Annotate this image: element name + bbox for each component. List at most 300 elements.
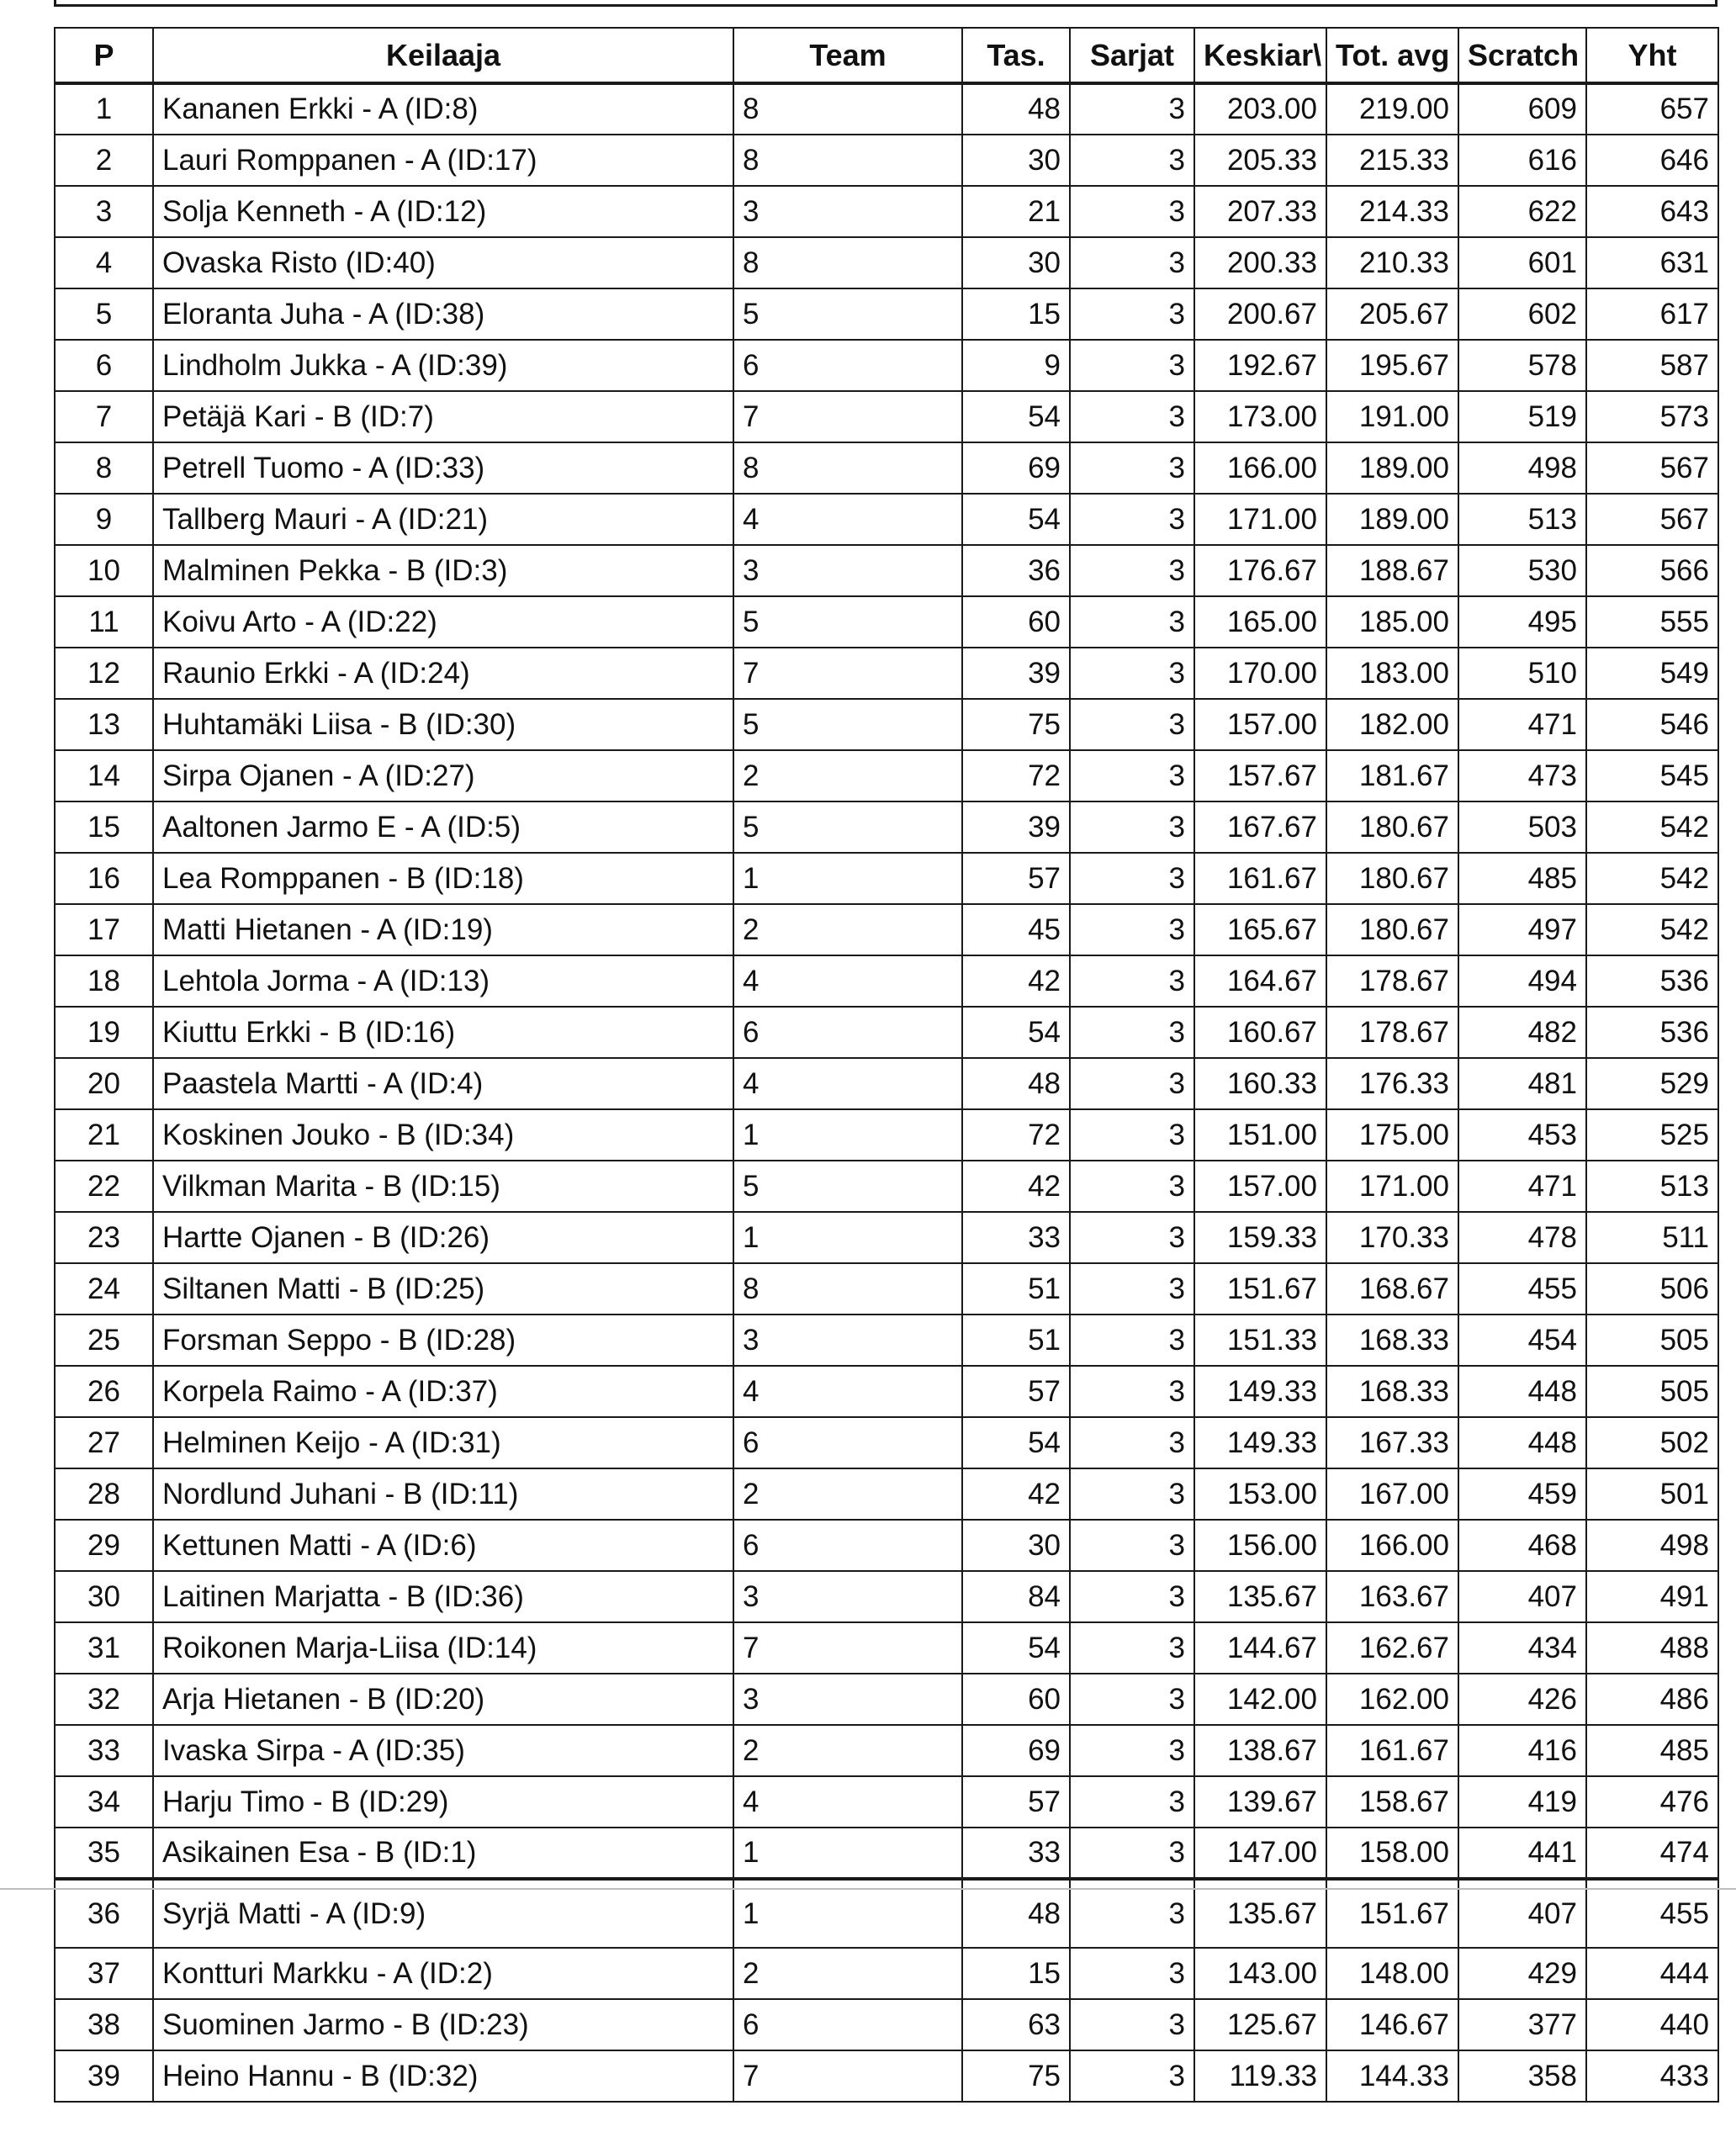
sarjat-cell: 3 <box>1070 648 1194 699</box>
yht-cell: 485 <box>1586 1725 1718 1776</box>
scratch-cell: 578 <box>1458 340 1586 391</box>
position-cell: 22 <box>55 1161 153 1212</box>
tas-cell: 48 <box>962 1879 1070 1948</box>
bowler-name-cell: Kiuttu Erkki - B (ID:16) <box>153 1007 733 1058</box>
yht-cell: 546 <box>1586 699 1718 750</box>
team-cell: 8 <box>733 442 962 494</box>
tas-cell: 39 <box>962 801 1070 853</box>
tas-cell: 51 <box>962 1315 1070 1366</box>
header-yht: Yht <box>1586 28 1718 83</box>
yht-cell: 491 <box>1586 1571 1718 1622</box>
sarjat-cell: 3 <box>1070 1776 1194 1828</box>
bowler-name-cell: Petrell Tuomo - A (ID:33) <box>153 442 733 494</box>
yht-cell: 536 <box>1586 955 1718 1007</box>
tot-avg-cell: 189.00 <box>1326 442 1458 494</box>
yht-cell: 511 <box>1586 1212 1718 1263</box>
sarjat-cell: 3 <box>1070 1007 1194 1058</box>
sarjat-cell: 3 <box>1070 801 1194 853</box>
table-row <box>55 801 1718 853</box>
table-row <box>55 494 1718 545</box>
team-cell: 8 <box>733 83 962 135</box>
position-cell: 19 <box>55 1007 153 1058</box>
bowler-name-cell: Laitinen Marjatta - B (ID:36) <box>153 1571 733 1622</box>
tot-avg-cell: 182.00 <box>1326 699 1458 750</box>
position-cell: 28 <box>55 1468 153 1520</box>
keskiarvo-cell: 161.67 <box>1194 853 1326 904</box>
yht-cell: 505 <box>1586 1366 1718 1417</box>
keskiarvo-cell: 167.67 <box>1194 801 1326 853</box>
header-p: P <box>55 28 153 83</box>
tot-avg-cell: 168.33 <box>1326 1315 1458 1366</box>
tot-avg-cell: 176.33 <box>1326 1058 1458 1109</box>
position-cell: 26 <box>55 1366 153 1417</box>
tot-avg-cell: 175.00 <box>1326 1109 1458 1161</box>
position-cell: 24 <box>55 1263 153 1315</box>
team-cell: 2 <box>733 1725 962 1776</box>
scratch-cell: 482 <box>1458 1007 1586 1058</box>
yht-cell: 567 <box>1586 442 1718 494</box>
bowler-name-cell: Syrjä Matti - A (ID:9) <box>153 1879 733 1948</box>
tot-avg-cell: 178.67 <box>1326 1007 1458 1058</box>
position-cell: 27 <box>55 1417 153 1468</box>
scratch-cell: 407 <box>1458 1879 1586 1948</box>
position-cell: 12 <box>55 648 153 699</box>
team-cell: 1 <box>733 1109 962 1161</box>
keskiarvo-cell: 200.33 <box>1194 237 1326 288</box>
tas-cell: 54 <box>962 1007 1070 1058</box>
position-cell: 9 <box>55 494 153 545</box>
tot-avg-cell: 178.67 <box>1326 955 1458 1007</box>
sarjat-cell: 3 <box>1070 750 1194 801</box>
sarjat-cell: 3 <box>1070 1468 1194 1520</box>
scratch-cell: 530 <box>1458 545 1586 596</box>
tot-avg-cell: 158.00 <box>1326 1828 1458 1879</box>
tot-avg-cell: 162.67 <box>1326 1622 1458 1674</box>
team-cell: 5 <box>733 801 962 853</box>
bowler-name-cell: Lehtola Jorma - A (ID:13) <box>153 955 733 1007</box>
table-row <box>55 1571 1718 1622</box>
scratch-cell: 416 <box>1458 1725 1586 1776</box>
sarjat-cell: 3 <box>1070 442 1194 494</box>
sarjat-cell: 3 <box>1070 955 1194 1007</box>
keskiarvo-cell: 157.00 <box>1194 699 1326 750</box>
scratch-cell: 468 <box>1458 1520 1586 1571</box>
bowler-name-cell: Ivaska Sirpa - A (ID:35) <box>153 1725 733 1776</box>
yht-cell: 488 <box>1586 1622 1718 1674</box>
position-cell: 15 <box>55 801 153 853</box>
table-row <box>55 750 1718 801</box>
tas-cell: 63 <box>962 1999 1070 2050</box>
tas-cell: 54 <box>962 1417 1070 1468</box>
tas-cell: 39 <box>962 648 1070 699</box>
yht-cell: 542 <box>1586 853 1718 904</box>
table-row <box>55 853 1718 904</box>
table-row <box>55 648 1718 699</box>
tot-avg-cell: 162.00 <box>1326 1674 1458 1725</box>
team-cell: 1 <box>733 853 962 904</box>
yht-cell: 474 <box>1586 1828 1718 1879</box>
sarjat-cell: 3 <box>1070 1828 1194 1879</box>
yht-cell: 529 <box>1586 1058 1718 1109</box>
bowler-name-cell: Siltanen Matti - B (ID:25) <box>153 1263 733 1315</box>
sarjat-cell: 3 <box>1070 853 1194 904</box>
bowler-name-cell: Aaltonen Jarmo E - A (ID:5) <box>153 801 733 853</box>
position-cell: 34 <box>55 1776 153 1828</box>
table-row <box>55 545 1718 596</box>
keskiarvo-cell: 143.00 <box>1194 1948 1326 1999</box>
team-cell: 4 <box>733 1776 962 1828</box>
position-cell: 7 <box>55 391 153 442</box>
scratch-cell: 495 <box>1458 596 1586 648</box>
scratch-cell: 616 <box>1458 135 1586 186</box>
header-keskiarvo: Keskiar\ <box>1194 28 1326 83</box>
bowler-name-cell: Petäjä Kari - B (ID:7) <box>153 391 733 442</box>
team-cell: 3 <box>733 1315 962 1366</box>
table-row <box>55 1417 1718 1468</box>
table-row <box>55 288 1718 340</box>
team-cell: 1 <box>733 1212 962 1263</box>
team-cell: 6 <box>733 1007 962 1058</box>
tas-cell: 15 <box>962 288 1070 340</box>
sarjat-cell: 3 <box>1070 494 1194 545</box>
tas-cell: 54 <box>962 391 1070 442</box>
team-cell: 1 <box>733 1828 962 1879</box>
sarjat-cell: 3 <box>1070 1161 1194 1212</box>
tot-avg-cell: 219.00 <box>1326 83 1458 135</box>
scratch-cell: 471 <box>1458 699 1586 750</box>
tot-avg-cell: 191.00 <box>1326 391 1458 442</box>
tas-cell: 42 <box>962 955 1070 1007</box>
position-cell: 38 <box>55 1999 153 2050</box>
yht-cell: 506 <box>1586 1263 1718 1315</box>
header-scratch: Scratch <box>1458 28 1586 83</box>
position-cell: 35 <box>55 1828 153 1879</box>
bowler-name-cell: Lea Romppanen - B (ID:18) <box>153 853 733 904</box>
bowler-name-cell: Ovaska Risto (ID:40) <box>153 237 733 288</box>
table-row <box>55 340 1718 391</box>
yht-cell: 573 <box>1586 391 1718 442</box>
header-row <box>55 28 1718 83</box>
keskiarvo-cell: 160.33 <box>1194 1058 1326 1109</box>
scratch-cell: 602 <box>1458 288 1586 340</box>
tas-cell: 69 <box>962 1725 1070 1776</box>
tas-cell: 69 <box>962 442 1070 494</box>
yht-cell: 440 <box>1586 1999 1718 2050</box>
scratch-cell: 434 <box>1458 1622 1586 1674</box>
tas-cell: 75 <box>962 2050 1070 2102</box>
position-cell: 20 <box>55 1058 153 1109</box>
keskiarvo-cell: 176.67 <box>1194 545 1326 596</box>
table-row <box>55 1315 1718 1366</box>
bowler-name-cell: Matti Hietanen - A (ID:19) <box>153 904 733 955</box>
keskiarvo-cell: 165.00 <box>1194 596 1326 648</box>
bowler-name-cell: Koskinen Jouko - B (ID:34) <box>153 1109 733 1161</box>
tas-cell: 21 <box>962 186 1070 237</box>
scratch-cell: 494 <box>1458 955 1586 1007</box>
keskiarvo-cell: 170.00 <box>1194 648 1326 699</box>
tas-cell: 60 <box>962 596 1070 648</box>
bowler-name-cell: Hartte Ojanen - B (ID:26) <box>153 1212 733 1263</box>
sarjat-cell: 3 <box>1070 83 1194 135</box>
table-row <box>55 1520 1718 1571</box>
scratch-cell: 459 <box>1458 1468 1586 1520</box>
yht-cell: 646 <box>1586 135 1718 186</box>
tot-avg-cell: 214.33 <box>1326 186 1458 237</box>
table-row <box>55 955 1718 1007</box>
tot-avg-cell: 195.67 <box>1326 340 1458 391</box>
tas-cell: 9 <box>962 340 1070 391</box>
tot-avg-cell: 163.67 <box>1326 1571 1458 1622</box>
keskiarvo-cell: 164.67 <box>1194 955 1326 1007</box>
team-cell: 3 <box>733 1571 962 1622</box>
scratch-cell: 601 <box>1458 237 1586 288</box>
yht-cell: 566 <box>1586 545 1718 596</box>
team-cell: 7 <box>733 1622 962 1674</box>
keskiarvo-cell: 157.00 <box>1194 1161 1326 1212</box>
results-body <box>55 83 1718 2102</box>
tot-avg-cell: 158.67 <box>1326 1776 1458 1828</box>
team-cell: 4 <box>733 494 962 545</box>
yht-cell: 643 <box>1586 186 1718 237</box>
position-cell: 5 <box>55 288 153 340</box>
position-cell: 14 <box>55 750 153 801</box>
scratch-cell: 453 <box>1458 1109 1586 1161</box>
keskiarvo-cell: 147.00 <box>1194 1828 1326 1879</box>
bowler-name-cell: Helminen Keijo - A (ID:31) <box>153 1417 733 1468</box>
table-row <box>55 1674 1718 1725</box>
keskiarvo-cell: 149.33 <box>1194 1417 1326 1468</box>
tot-avg-cell: 146.67 <box>1326 1999 1458 2050</box>
tas-cell: 54 <box>962 1622 1070 1674</box>
table-row <box>55 1007 1718 1058</box>
keskiarvo-cell: 144.67 <box>1194 1622 1326 1674</box>
bowler-name-cell: Heino Hannu - B (ID:32) <box>153 2050 733 2102</box>
tas-cell: 33 <box>962 1212 1070 1263</box>
scratch-cell: 448 <box>1458 1366 1586 1417</box>
keskiarvo-cell: 135.67 <box>1194 1571 1326 1622</box>
sarjat-cell: 3 <box>1070 1263 1194 1315</box>
yht-cell: 476 <box>1586 1776 1718 1828</box>
keskiarvo-cell: 157.67 <box>1194 750 1326 801</box>
team-cell: 2 <box>733 904 962 955</box>
sarjat-cell: 3 <box>1070 1212 1194 1263</box>
bowler-name-cell: Vilkman Marita - B (ID:15) <box>153 1161 733 1212</box>
keskiarvo-cell: 151.67 <box>1194 1263 1326 1315</box>
position-cell: 2 <box>55 135 153 186</box>
bowler-name-cell: Koivu Arto - A (ID:22) <box>153 596 733 648</box>
yht-cell: 545 <box>1586 750 1718 801</box>
table-row <box>55 1212 1718 1263</box>
table-row <box>55 83 1718 135</box>
scratch-cell: 609 <box>1458 83 1586 135</box>
sarjat-cell: 3 <box>1070 1109 1194 1161</box>
header-tot-avg: Tot. avg <box>1326 28 1458 83</box>
table-row <box>55 1725 1718 1776</box>
position-cell: 4 <box>55 237 153 288</box>
sarjat-cell: 3 <box>1070 186 1194 237</box>
keskiarvo-cell: 173.00 <box>1194 391 1326 442</box>
scratch-cell: 473 <box>1458 750 1586 801</box>
keskiarvo-cell: 159.33 <box>1194 1212 1326 1263</box>
position-cell: 23 <box>55 1212 153 1263</box>
keskiarvo-cell: 160.67 <box>1194 1007 1326 1058</box>
tas-cell: 60 <box>962 1674 1070 1725</box>
sarjat-cell: 3 <box>1070 340 1194 391</box>
keskiarvo-cell: 138.67 <box>1194 1725 1326 1776</box>
position-cell: 17 <box>55 904 153 955</box>
position-cell: 31 <box>55 1622 153 1674</box>
table-row <box>55 135 1718 186</box>
team-cell: 3 <box>733 545 962 596</box>
keskiarvo-cell: 119.33 <box>1194 2050 1326 2102</box>
yht-cell: 502 <box>1586 1417 1718 1468</box>
sarjat-cell: 3 <box>1070 1725 1194 1776</box>
tot-avg-cell: 183.00 <box>1326 648 1458 699</box>
team-cell: 7 <box>733 391 962 442</box>
bowler-name-cell: Suominen Jarmo - B (ID:23) <box>153 1999 733 2050</box>
scratch-cell: 510 <box>1458 648 1586 699</box>
team-cell: 6 <box>733 1520 962 1571</box>
team-cell: 6 <box>733 340 962 391</box>
team-cell: 5 <box>733 288 962 340</box>
yht-cell: 486 <box>1586 1674 1718 1725</box>
header-team: Team <box>733 28 962 83</box>
table-row <box>55 1948 1718 1999</box>
bowler-name-cell: Solja Kenneth - A (ID:12) <box>153 186 733 237</box>
position-cell: 37 <box>55 1948 153 1999</box>
table-row <box>55 1828 1718 1879</box>
keskiarvo-cell: 135.67 <box>1194 1879 1326 1948</box>
keskiarvo-cell: 139.67 <box>1194 1776 1326 1828</box>
position-cell: 8 <box>55 442 153 494</box>
scratch-cell: 429 <box>1458 1948 1586 1999</box>
table-row <box>55 1366 1718 1417</box>
team-cell: 3 <box>733 186 962 237</box>
position-cell: 6 <box>55 340 153 391</box>
scratch-cell: 497 <box>1458 904 1586 955</box>
team-cell: 2 <box>733 1468 962 1520</box>
keskiarvo-cell: 151.33 <box>1194 1315 1326 1366</box>
scratch-cell: 441 <box>1458 1828 1586 1879</box>
scratch-cell: 377 <box>1458 1999 1586 2050</box>
yht-cell: 657 <box>1586 83 1718 135</box>
yht-cell: 631 <box>1586 237 1718 288</box>
keskiarvo-cell: 153.00 <box>1194 1468 1326 1520</box>
team-cell: 4 <box>733 955 962 1007</box>
yht-cell: 525 <box>1586 1109 1718 1161</box>
tot-avg-cell: 171.00 <box>1326 1161 1458 1212</box>
tas-cell: 84 <box>962 1571 1070 1622</box>
tas-cell: 15 <box>962 1948 1070 1999</box>
keskiarvo-cell: 149.33 <box>1194 1366 1326 1417</box>
yht-cell: 617 <box>1586 288 1718 340</box>
sarjat-cell: 3 <box>1070 391 1194 442</box>
tot-avg-cell: 144.33 <box>1326 2050 1458 2102</box>
position-cell: 32 <box>55 1674 153 1725</box>
position-cell: 1 <box>55 83 153 135</box>
bowler-name-cell: Tallberg Mauri - A (ID:21) <box>153 494 733 545</box>
scratch-cell: 622 <box>1458 186 1586 237</box>
tot-avg-cell: 215.33 <box>1326 135 1458 186</box>
sarjat-cell: 3 <box>1070 699 1194 750</box>
table-row <box>55 904 1718 955</box>
position-cell: 3 <box>55 186 153 237</box>
team-cell: 6 <box>733 1999 962 2050</box>
yht-cell: 542 <box>1586 801 1718 853</box>
team-cell: 7 <box>733 2050 962 2102</box>
tot-avg-cell: 188.67 <box>1326 545 1458 596</box>
tot-avg-cell: 185.00 <box>1326 596 1458 648</box>
scratch-cell: 426 <box>1458 1674 1586 1725</box>
keskiarvo-cell: 142.00 <box>1194 1674 1326 1725</box>
sarjat-cell: 3 <box>1070 1948 1194 1999</box>
tot-avg-cell: 180.67 <box>1326 853 1458 904</box>
yht-cell: 555 <box>1586 596 1718 648</box>
sarjat-cell: 3 <box>1070 545 1194 596</box>
yht-cell: 567 <box>1586 494 1718 545</box>
team-cell: 6 <box>733 1417 962 1468</box>
tot-avg-cell: 161.67 <box>1326 1725 1458 1776</box>
team-cell: 8 <box>733 1263 962 1315</box>
bowler-name-cell: Lindholm Jukka - A (ID:39) <box>153 340 733 391</box>
scratch-cell: 358 <box>1458 2050 1586 2102</box>
yht-cell: 513 <box>1586 1161 1718 1212</box>
tas-cell: 72 <box>962 750 1070 801</box>
sarjat-cell: 3 <box>1070 1674 1194 1725</box>
bowler-name-cell: Sirpa Ojanen - A (ID:27) <box>153 750 733 801</box>
table-row <box>55 596 1718 648</box>
position-cell: 18 <box>55 955 153 1007</box>
scratch-cell: 519 <box>1458 391 1586 442</box>
sarjat-cell: 3 <box>1070 1366 1194 1417</box>
position-cell: 29 <box>55 1520 153 1571</box>
tot-avg-cell: 180.67 <box>1326 904 1458 955</box>
sarjat-cell: 3 <box>1070 1417 1194 1468</box>
tot-avg-cell: 181.67 <box>1326 750 1458 801</box>
bowler-name-cell: Forsman Seppo - B (ID:28) <box>153 1315 733 1366</box>
tot-avg-cell: 189.00 <box>1326 494 1458 545</box>
yht-cell: 501 <box>1586 1468 1718 1520</box>
team-cell: 5 <box>733 1161 962 1212</box>
yht-cell: 536 <box>1586 1007 1718 1058</box>
sarjat-cell: 3 <box>1070 596 1194 648</box>
tas-cell: 33 <box>962 1828 1070 1879</box>
position-cell: 16 <box>55 853 153 904</box>
keskiarvo-cell: 151.00 <box>1194 1109 1326 1161</box>
bowler-name-cell: Huhtamäki Liisa - B (ID:30) <box>153 699 733 750</box>
position-cell: 21 <box>55 1109 153 1161</box>
position-cell: 13 <box>55 699 153 750</box>
keskiarvo-cell: 125.67 <box>1194 1999 1326 2050</box>
bowler-name-cell: Asikainen Esa - B (ID:1) <box>153 1828 733 1879</box>
scratch-cell: 503 <box>1458 801 1586 853</box>
table-row <box>55 1622 1718 1674</box>
keskiarvo-cell: 200.67 <box>1194 288 1326 340</box>
position-cell: 10 <box>55 545 153 596</box>
tas-cell: 42 <box>962 1161 1070 1212</box>
position-cell: 33 <box>55 1725 153 1776</box>
bowler-name-cell: Kananen Erkki - A (ID:8) <box>153 83 733 135</box>
team-cell: 2 <box>733 1948 962 1999</box>
bowler-name-cell: Harju Timo - B (ID:29) <box>153 1776 733 1828</box>
position-cell: 25 <box>55 1315 153 1366</box>
keskiarvo-cell: 171.00 <box>1194 494 1326 545</box>
tot-avg-cell: 210.33 <box>1326 237 1458 288</box>
sarjat-cell: 3 <box>1070 1520 1194 1571</box>
scratch-cell: 455 <box>1458 1263 1586 1315</box>
bowler-name-cell: Kontturi Markku - A (ID:2) <box>153 1948 733 1999</box>
tas-cell: 48 <box>962 83 1070 135</box>
